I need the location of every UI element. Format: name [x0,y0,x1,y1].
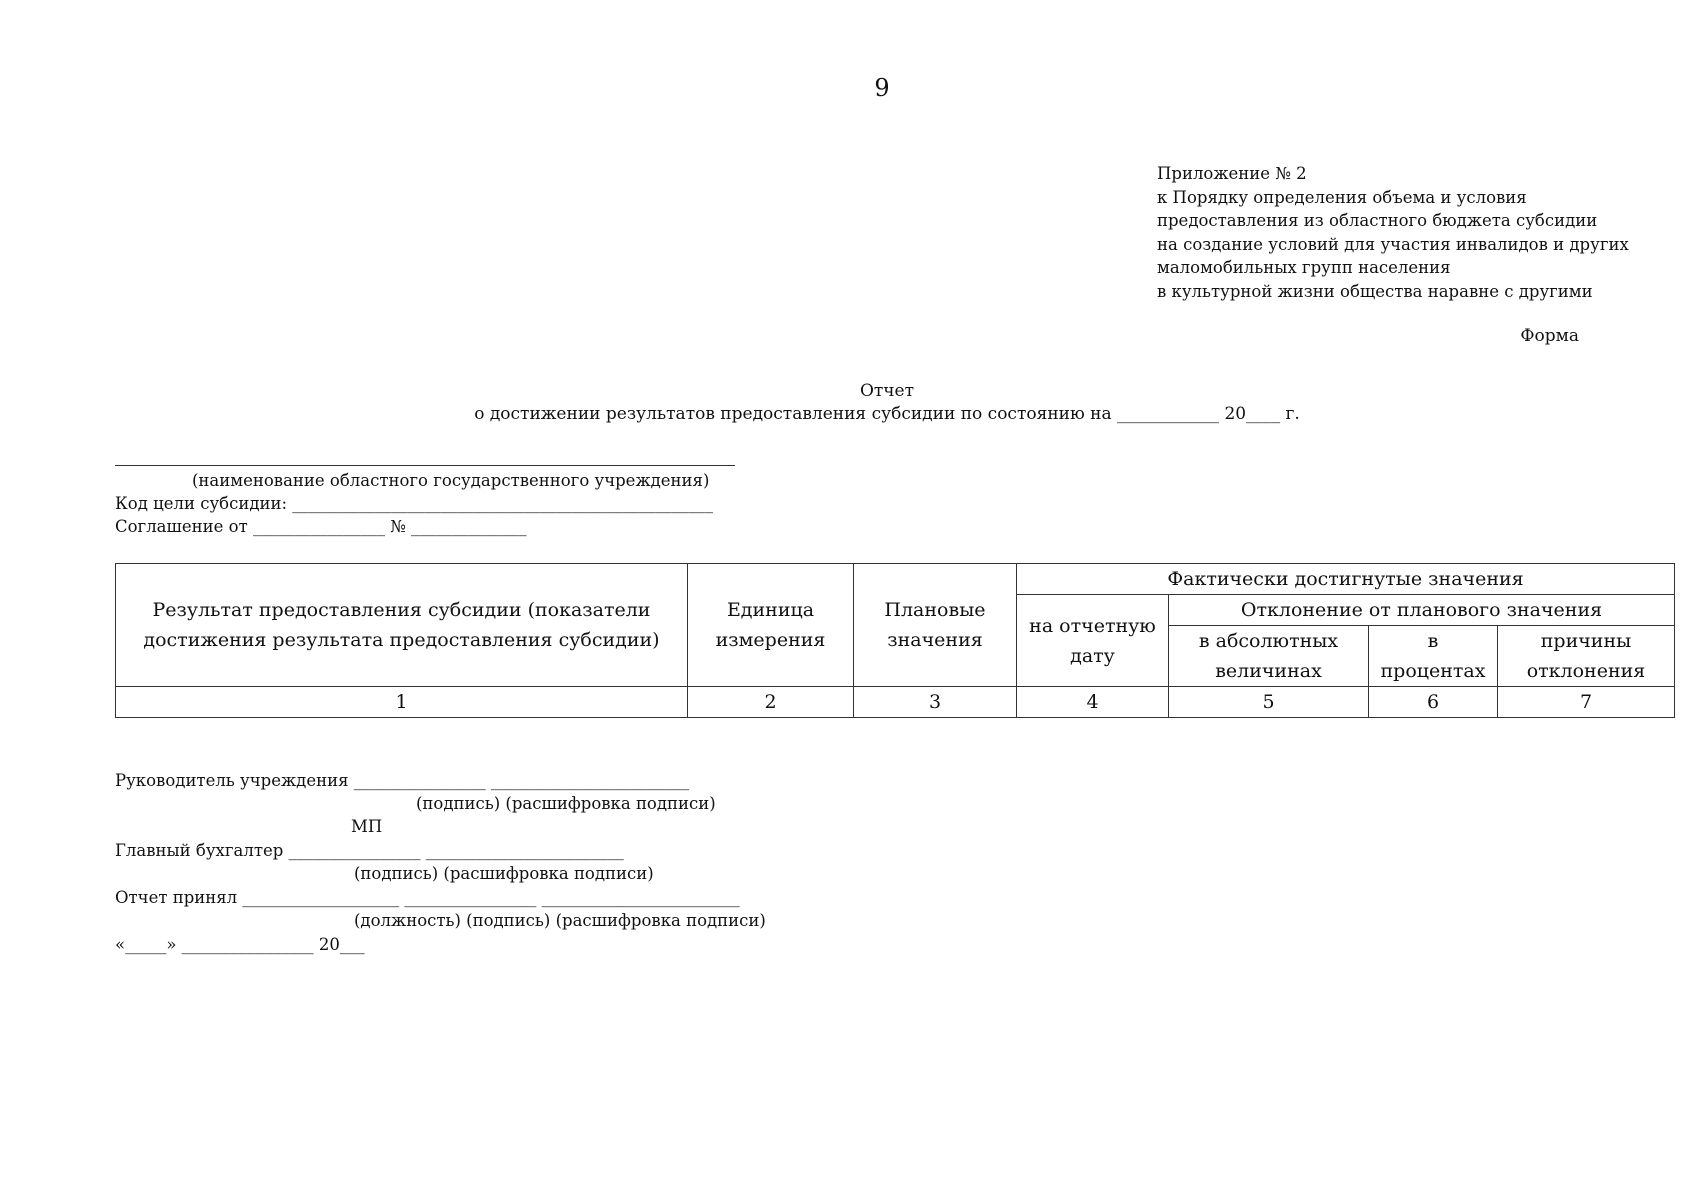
accepted-by-line: Отчет принял ___________________ ________________ ________________________ [115,888,740,907]
header-deviation-group: Отклонение от планового значения [1169,595,1675,626]
column-number: 5 [1169,687,1369,718]
header-unit: Единица измерения [688,564,854,687]
column-number: 1 [116,687,688,718]
header-result: Результат предоставления субсидии (показатели достижения результата предоставления субсидии) [116,564,688,687]
column-number: 7 [1498,687,1675,718]
form-label: Форма [1520,326,1579,346]
column-number: 2 [688,687,854,718]
column-number: 3 [854,687,1017,718]
head-signature-caption: (подпись) (расшифровка подписи) [416,794,716,813]
column-number: 4 [1017,687,1169,718]
appendix-block [1157,162,1629,303]
page-number: 9 [874,74,890,102]
header-absolute: в абсолютных величинах [1169,626,1369,687]
org-name-caption: (наименование областного государственного учреждения) [192,471,710,490]
report-subtitle: о достижении результатов предоставления субсидии по состоянию на ____________ 20____ г. [474,404,1300,424]
org-name-line [115,465,735,466]
agreement-field: Соглашение от ________________ № ______________ [115,517,527,536]
header-reporting-date: на отчетную дату [1017,595,1169,687]
accountant-signature-caption: (подпись) (расшифровка подписи) [354,864,654,883]
date-line: «_____» ________________ 20___ [115,935,365,954]
report-table [115,563,1675,718]
header-actual-group: Фактически достигнутые значения [1017,564,1675,595]
appendix-line: в культурной жизни общества наравне с другими [1157,281,1593,301]
report-title: Отчет [859,381,915,401]
appendix-line: Приложение № 2 [1157,164,1307,183]
appendix-line: к Порядку определения объема и условия [1157,187,1527,207]
accountant-signature-line: Главный бухгалтер ________________ ________________________ [115,841,624,860]
goal-code-field: Код цели субсидии: ___________________________________________________ [115,494,714,513]
header-percent: в процентах [1369,626,1498,687]
accepted-by-caption: (должность) (подпись) (расшифровка подписи) [354,911,766,930]
head-signature-line: Руководитель учреждения ________________ ________________________ [115,771,689,790]
header-planned: Плановые значения [854,564,1017,687]
appendix-line: маломобильных групп населения [1157,258,1451,277]
column-number: 6 [1369,687,1498,718]
stamp-label: МП [351,817,383,836]
appendix-line: на создание условий для участия инвалидов и других [1157,234,1629,254]
header-reasons: причины отклонения [1498,626,1675,687]
appendix-line: предоставления из областного бюджета субсидии [1157,211,1598,230]
